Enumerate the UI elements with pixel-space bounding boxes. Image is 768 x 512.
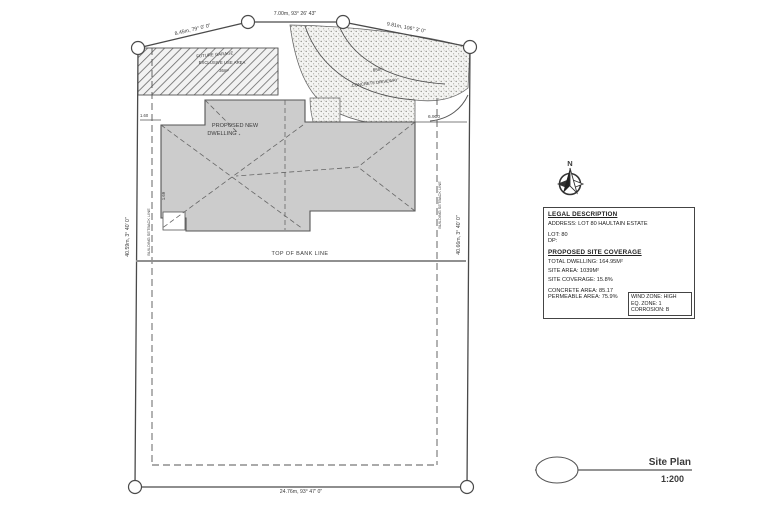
compass-needle-dark	[563, 168, 570, 193]
dwelling-label-line2: DWELLING	[207, 131, 237, 137]
north-arrow	[557, 159, 583, 195]
garage-label-line1: FUTURE GARAGE	[196, 50, 234, 59]
compass-needle-light	[570, 168, 577, 193]
zone-info-box	[628, 292, 692, 317]
site-coverage-heading: PROPOSED SITE COVERAGE	[548, 248, 642, 256]
legend-permeable-area: PERMEABLE AREA: 75.9%	[548, 294, 618, 301]
legal-description-box	[543, 207, 695, 319]
legend-concrete-area: CONCRETE AREA: 85.17	[548, 288, 613, 294]
driveway-label-line1: 85m²	[372, 66, 384, 73]
dim-top-right: 9.81m, 106° 3' 0"	[386, 21, 427, 35]
legend-dp: DP:	[548, 238, 558, 245]
dim-left: 40.59m, 3° 40' 0"	[125, 217, 131, 257]
top-of-bank-label: TOP OF BANK LINE	[271, 251, 329, 257]
dim-right-offset: 6.900	[428, 115, 441, 120]
dim-left-offset: 1.60	[140, 113, 149, 118]
dim-right: 40.66m, 3° 40' 0"	[456, 215, 462, 255]
title-bubble	[536, 457, 578, 483]
sheet-scale: 1:200	[660, 474, 684, 484]
dwelling-label-line1: PROPOSED NEW	[211, 123, 259, 129]
legend-site-coverage: SITE COVERAGE: 15.8%	[548, 276, 613, 283]
title-block	[535, 457, 692, 484]
dim-top-left: 8.45m, 79° 0' 0"	[174, 22, 212, 38]
driveway-label-line2: CONCRETE DRIVEWAY	[351, 77, 399, 88]
eq-zone: EQ. ZONE: 1	[631, 300, 662, 307]
setback-left-label: BUILDING SETBACK LINE	[146, 208, 151, 256]
north-label: N	[567, 159, 573, 168]
legend-total-dwelling: TOTAL DWELLING: 164.95M²	[548, 258, 623, 265]
dim-top-middle: 7.00m, 93° 26' 43"	[273, 11, 317, 17]
sheet-title: Site Plan	[648, 457, 691, 468]
setback-right-label: BUILDING SETBACK LINE	[437, 181, 442, 229]
legend-address: ADDRESS: LOT 80 HAULTAIN ESTATE	[548, 221, 648, 228]
dim-bottom: 24.76m, 93° 47' 0"	[279, 489, 323, 495]
garage-label-line2: EXCLUSIVE USE AREA	[198, 60, 246, 65]
wind-zone: WIND ZONE: HIGH	[631, 294, 677, 300]
garage-label-line3: 36m²	[219, 68, 229, 73]
dim-bottom-left-offset: 1.69	[161, 191, 166, 201]
dwelling-porch	[163, 212, 185, 230]
corrosion-zone: CORROSION: B	[631, 307, 670, 313]
legend-lot: LOT: 80	[548, 231, 568, 238]
legend-site-area: SITE AREA: 1039M²	[548, 267, 599, 274]
legal-description-heading: LEGAL DESCRIPTION	[548, 211, 618, 218]
